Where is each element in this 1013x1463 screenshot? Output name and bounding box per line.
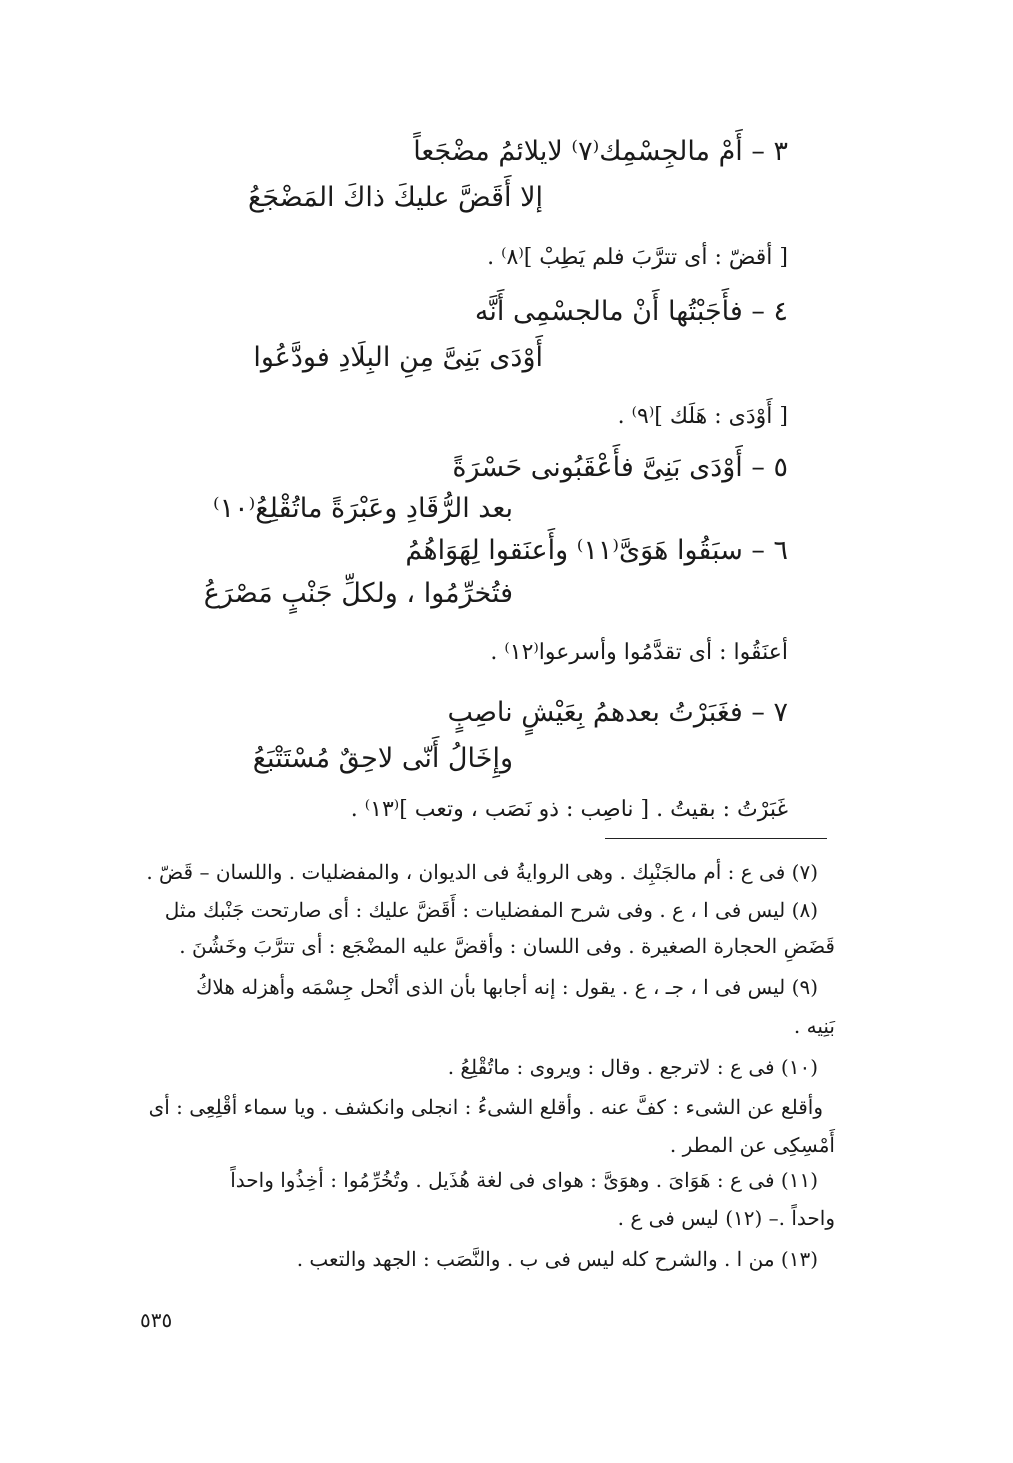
verse-3-first-hemistich: ٣ – أَمْ مالجِسْمِك⁽٧⁾ لايلائمُ مضْجَعاً	[413, 136, 788, 167]
footnote-13: (١٣) من ا . والشرح كله ليس فى ب . والنَّصَب : الجهد والتعب .	[296, 1247, 818, 1271]
verse-4-second-hemistich: أَوْدَى بَنِىَّ مِنِ البِلَادِ فودَّعُوا	[253, 342, 543, 373]
footnote-11-line-1: (١١) فى ع : هَوَاىَ . وهوَىَّ : هواى فى لغة هُذَيل . وتُخُرِّمُوا : أخِذُوا واحداً	[230, 1168, 818, 1192]
gloss-verse-3: [ أقضّ : أى تترَّبَ فلم يَطِبْ ]⁽٨⁾ .	[487, 245, 788, 270]
verse-5-second-hemistich: بعد الرُّقَادِ وعَبْرَةً ماتُقْلِعُ⁽١٠⁾	[212, 493, 513, 524]
verse-6-first-hemistich: ٦ – سبَقُوا هَوَىَّ⁽١١⁾ وأَعنَقوا لِهَوَاهُمُ	[405, 535, 788, 566]
footnote-separator	[605, 838, 827, 839]
verse-5-first-hemistich: ٥ – أَوْدَى بَنِىَّ فأَعْقَبُونى حَسْرَةً	[452, 452, 788, 483]
gloss-verse-4: [ أَوْدَى : هَلَك ]⁽٩⁾ .	[617, 404, 788, 429]
footnote-9-line-2: بَنِيه .	[793, 1014, 835, 1038]
gloss-verse-6: أعنَقُوا : أى تقدَّمُوا وأسرعوا⁽١٢⁾ .	[490, 640, 788, 665]
footnote-11-line-2: واحداً .– (١٢) ليس فى ع .	[617, 1206, 835, 1230]
page-number: ٥٣٥	[140, 1308, 173, 1332]
verse-3-second-hemistich: إلا أَقَضَّ عليكَ ذاكَ المَضْجَعُ	[248, 182, 543, 213]
verse-7-first-hemistich: ٧ – فغَبَرْتُ بعدهمُ بِعَيْشٍ ناصِبٍ	[447, 697, 788, 728]
footnote-7: (٧) فى ع : أم مالجَنْبِك . وهى الروايةُ فى الديوان ، والمفضليات . واللسان – قَضّ .	[146, 860, 818, 884]
footnote-10-line-2: وأقلع عن الشىء : كفَّ عنه . وأقلع الشىءُ : انجلى وانكشف . ويا سماء أقْلِعِى : أى	[148, 1095, 823, 1119]
footnote-9-line-1: (٩) ليس فى ا ، جـ ، ع . يقول : إنه أجابها بأن الذى أنْحل جِسْمَه وأهزله هلاكُ	[195, 975, 818, 999]
footnote-10: (١٠) فى ع : لاترجع . وقال : ويروى : ماتُقْلِعُ .	[447, 1055, 818, 1079]
footnote-8-line-2: قَضَضِ الحجارة الصغيرة . وفى اللسان : وأقضَّ عليه المضْجَع : أى تترَّبَ وخَشُنَ .	[179, 934, 835, 958]
verse-7-second-hemistich: وإِخَالُ أَنّى لاحِقٌ مُسْتَتْبَعُ	[252, 743, 513, 774]
footnote-10-line-3: أَمْسِكِى عن المطر .	[669, 1133, 835, 1157]
gloss-verse-7: غَبَرْتُ : بقيتُ . [ ناصِب : ذو نَصَب ، وتعب ]⁽١٣⁾ .	[350, 797, 788, 822]
verse-4-first-hemistich: ٤ – فأَجَبْتُها أَنْ مالجسْمِى أَنَّه	[474, 296, 788, 327]
verse-6-second-hemistich: فتُخرِّمُوا ، ولكلِّ جَنْبٍ مَصْرَعُ	[203, 578, 513, 609]
footnote-8-line-1: (٨) ليس فى ا ، ع . وفى شرح المفضليات : أَقَضَّ عليك : أى صارتحت جَنْبك مثل	[164, 898, 818, 922]
